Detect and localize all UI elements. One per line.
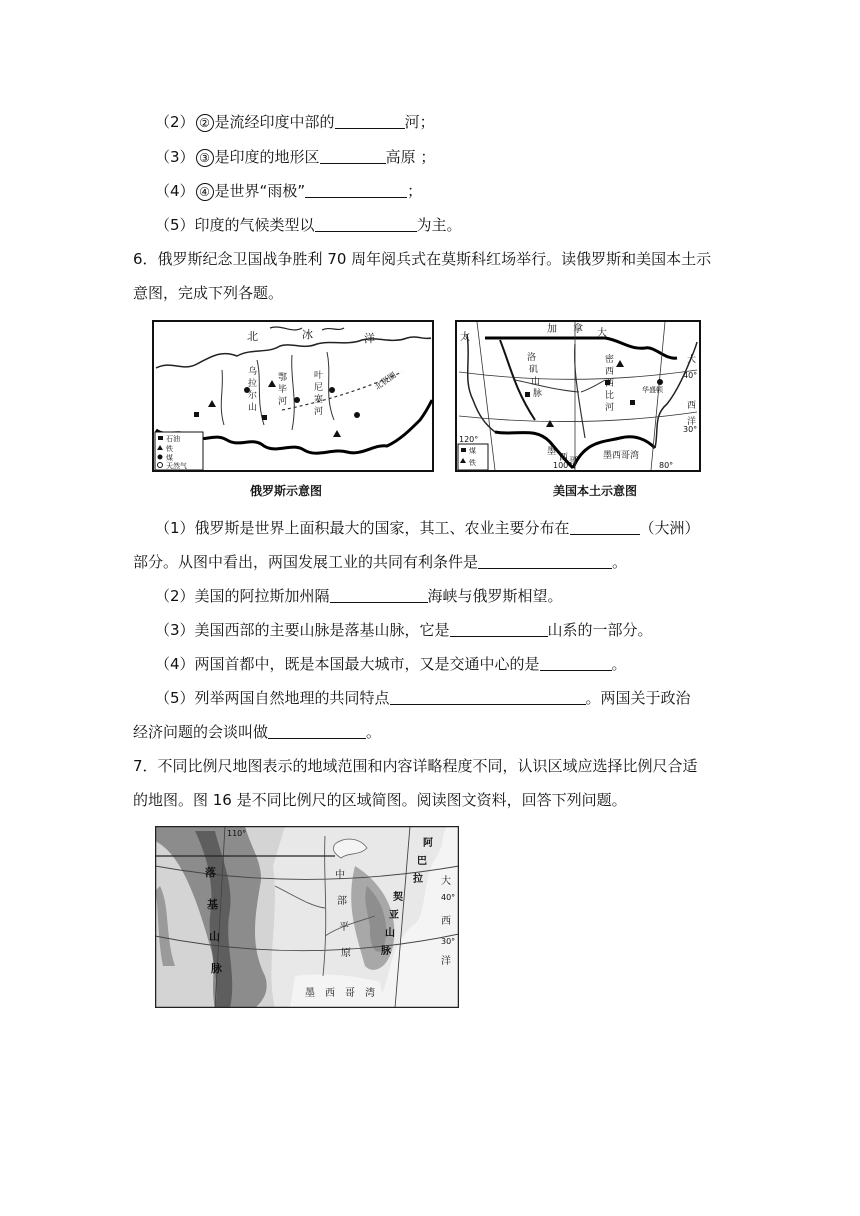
legend-label: 煤 bbox=[166, 454, 173, 462]
map-label: 毕 bbox=[278, 385, 288, 395]
map-label: 西 bbox=[441, 916, 451, 927]
usa-map-caption: 美国本土示意图 bbox=[553, 484, 638, 498]
q-prefix: （4） bbox=[155, 182, 195, 200]
q7-line2: 的地图。图 16 是不同比例尺的区域简图。阅读图文资料，回答下列问题。 bbox=[133, 791, 627, 809]
map-legend bbox=[155, 432, 203, 470]
q-text: 。 bbox=[612, 553, 628, 571]
answer-blank[interactable] bbox=[478, 552, 612, 569]
q-text: 部分。从图中看出，两国发展工业的共同有利条件是 bbox=[133, 553, 479, 571]
answer-blank[interactable] bbox=[390, 688, 586, 705]
map-label: 拿 bbox=[573, 324, 583, 335]
india-q3 bbox=[155, 147, 435, 167]
map-label: 拉 bbox=[248, 379, 258, 389]
q6-sub5-line2 bbox=[133, 722, 381, 742]
q7-line1: 7．不同比例尺地图表示的地域范围和内容详略程度不同，认识区域应选择比例尺合适 bbox=[133, 757, 698, 775]
q-text: （5）印度的气候类型以 bbox=[155, 216, 315, 234]
q-text: （大洲） bbox=[639, 519, 700, 537]
map-label: 洛 bbox=[527, 353, 537, 363]
answer-blank[interactable] bbox=[330, 586, 428, 603]
map-label: 乌 bbox=[248, 367, 258, 377]
map-label: 塞 bbox=[314, 395, 324, 405]
usa-map-svg bbox=[455, 320, 701, 472]
legend-label: 铁 bbox=[469, 459, 476, 467]
answer-blank[interactable] bbox=[320, 147, 386, 164]
map-label: 山 bbox=[385, 928, 395, 939]
map-label: 山 bbox=[248, 403, 258, 413]
map-label: 冰 bbox=[302, 328, 313, 341]
map-label: 尔 bbox=[248, 391, 258, 401]
q-text: 。 bbox=[366, 723, 382, 741]
map-label: 尼 bbox=[314, 383, 324, 393]
map-label: 脉 bbox=[533, 389, 543, 399]
q-text: 是印度的地形区 bbox=[214, 148, 320, 166]
q-text: 是世界“雨极” bbox=[214, 182, 306, 200]
map-label: 山 bbox=[209, 930, 220, 943]
q6-sub1-line2 bbox=[133, 552, 627, 572]
map-legend bbox=[458, 444, 488, 470]
answer-blank[interactable] bbox=[540, 654, 612, 671]
map-label: 河 bbox=[278, 397, 288, 407]
q-text: 海峡与俄罗斯相望。 bbox=[427, 587, 563, 605]
map-label: 北 bbox=[247, 330, 258, 343]
degree-label: 120° bbox=[459, 435, 479, 444]
map-label: 亚 bbox=[389, 910, 399, 921]
map-label: 湾 bbox=[365, 988, 375, 999]
q-text: 是流经印度中部的 bbox=[214, 113, 335, 131]
q6-intro-line2: 意图，完成下列各题。 bbox=[133, 284, 284, 302]
legend-label: 铁 bbox=[166, 445, 173, 453]
map-label: 西 bbox=[605, 379, 615, 389]
q6-sub5-line1 bbox=[155, 688, 691, 708]
q-text: （5）列举两国自然地理的共同特点 bbox=[155, 689, 390, 707]
map-label: 加 bbox=[547, 324, 557, 335]
map-label: 哥 bbox=[569, 457, 579, 467]
q-text: 山系的一部分。 bbox=[547, 621, 653, 639]
map-label: 墨 bbox=[547, 447, 557, 457]
map-label: 比 bbox=[605, 391, 615, 401]
answer-blank[interactable] bbox=[570, 518, 640, 535]
map-label: 原 bbox=[341, 948, 351, 959]
q-text: 河； bbox=[404, 113, 435, 131]
map-label: 平 bbox=[339, 922, 349, 933]
map-label: 洋 bbox=[441, 956, 451, 967]
map-label: 叶 bbox=[314, 371, 324, 381]
usa-map bbox=[455, 320, 701, 472]
map-label: 北极圈 bbox=[372, 370, 398, 392]
map-label: 山 bbox=[531, 377, 541, 387]
degree-label: 100° bbox=[553, 461, 573, 470]
circled-number: ② bbox=[196, 114, 214, 132]
map-label: 西 bbox=[687, 401, 697, 411]
map-label: 洋 bbox=[364, 332, 375, 345]
legend-label: 煤 bbox=[469, 447, 476, 455]
circled-number: ④ bbox=[196, 183, 214, 201]
map-label: 鄂 bbox=[278, 373, 288, 383]
q6-intro-line1: 6．俄罗斯纪念卫国战争胜利 70 周年阅兵式在莫斯科红场举行。读俄罗斯和美国本土示 bbox=[133, 250, 712, 268]
map-label: 洋 bbox=[687, 417, 697, 427]
map-label: 拉 bbox=[413, 874, 423, 885]
india-q2 bbox=[155, 112, 435, 132]
relief-map-svg bbox=[155, 826, 459, 1008]
answer-blank[interactable] bbox=[315, 215, 417, 232]
q-text: 。 bbox=[611, 655, 627, 673]
degree-label: 40° bbox=[683, 371, 698, 380]
q6-sub1-line1 bbox=[155, 518, 700, 538]
q-prefix: （2） bbox=[155, 113, 195, 131]
degree-label: 80° bbox=[659, 461, 674, 470]
q-text: ； bbox=[407, 182, 423, 200]
q-text: 高原 ； bbox=[385, 148, 436, 166]
map-label: 西 bbox=[605, 367, 615, 377]
degree-label: 110° bbox=[227, 829, 247, 838]
q-text: 为主。 bbox=[416, 216, 462, 234]
q6-sub2 bbox=[155, 586, 563, 606]
map-label: 墨西哥湾 bbox=[603, 451, 640, 461]
map-label: 矶 bbox=[529, 365, 539, 375]
q-text: 。两国关于政治 bbox=[585, 689, 691, 707]
answer-blank[interactable] bbox=[268, 722, 366, 739]
q6-sub4 bbox=[155, 654, 627, 674]
map-label: 西 bbox=[325, 988, 335, 999]
q-text: （2）美国的阿拉斯加州隔 bbox=[155, 587, 330, 605]
russia-map-caption: 俄罗斯示意图 bbox=[250, 484, 323, 498]
degree-label: 30° bbox=[683, 425, 698, 434]
map-label: 落 bbox=[205, 866, 216, 879]
map-label: 阿 bbox=[423, 838, 433, 849]
q-text: 经济问题的会谈叫做 bbox=[133, 723, 269, 741]
map-label: 河 bbox=[314, 407, 324, 417]
degree-label: 40° bbox=[441, 893, 456, 902]
map-label: 部 bbox=[337, 896, 347, 907]
q-prefix: （3） bbox=[155, 148, 195, 166]
map-label: 河 bbox=[605, 403, 615, 413]
q-text: （1）俄罗斯是世界上面积最大的国家，其工、农业主要分布在 bbox=[155, 519, 570, 537]
india-q4 bbox=[155, 181, 422, 201]
legend-label: 石油 bbox=[166, 435, 180, 443]
map-label: 太 bbox=[460, 332, 470, 343]
relief-map bbox=[155, 826, 459, 1008]
q-text: （4）两国首都中，既是本国最大城市，又是交通中心的是 bbox=[155, 655, 540, 673]
map-label: 华盛顿 bbox=[642, 386, 663, 394]
answer-blank[interactable] bbox=[305, 181, 407, 198]
map-label: 脉 bbox=[211, 962, 222, 975]
q6-sub3 bbox=[155, 620, 653, 640]
map-label: 巴 bbox=[417, 856, 427, 867]
map-label: 大 bbox=[597, 328, 607, 339]
map-label: 脉 bbox=[381, 946, 391, 957]
map-label: 基 bbox=[207, 898, 218, 911]
india-q5 bbox=[155, 215, 462, 235]
map-label: 大 bbox=[687, 355, 697, 365]
map-label: 密 bbox=[605, 355, 615, 365]
map-label: 西 bbox=[559, 453, 569, 463]
map-label: 契 bbox=[393, 892, 403, 903]
russia-map-svg bbox=[152, 320, 434, 472]
map-label: 墨 bbox=[305, 988, 315, 999]
map-label: 哥 bbox=[345, 988, 355, 999]
map-label: 中 bbox=[335, 870, 345, 881]
russia-map bbox=[152, 320, 434, 472]
answer-blank[interactable] bbox=[450, 620, 548, 637]
degree-label: 30° bbox=[441, 937, 456, 946]
circled-number: ③ bbox=[196, 149, 214, 167]
legend-label: 天然气 bbox=[166, 462, 187, 470]
map-label: 大 bbox=[441, 876, 451, 887]
answer-blank[interactable] bbox=[335, 112, 405, 129]
q-text: （3）美国西部的主要山脉是落基山脉，它是 bbox=[155, 621, 450, 639]
